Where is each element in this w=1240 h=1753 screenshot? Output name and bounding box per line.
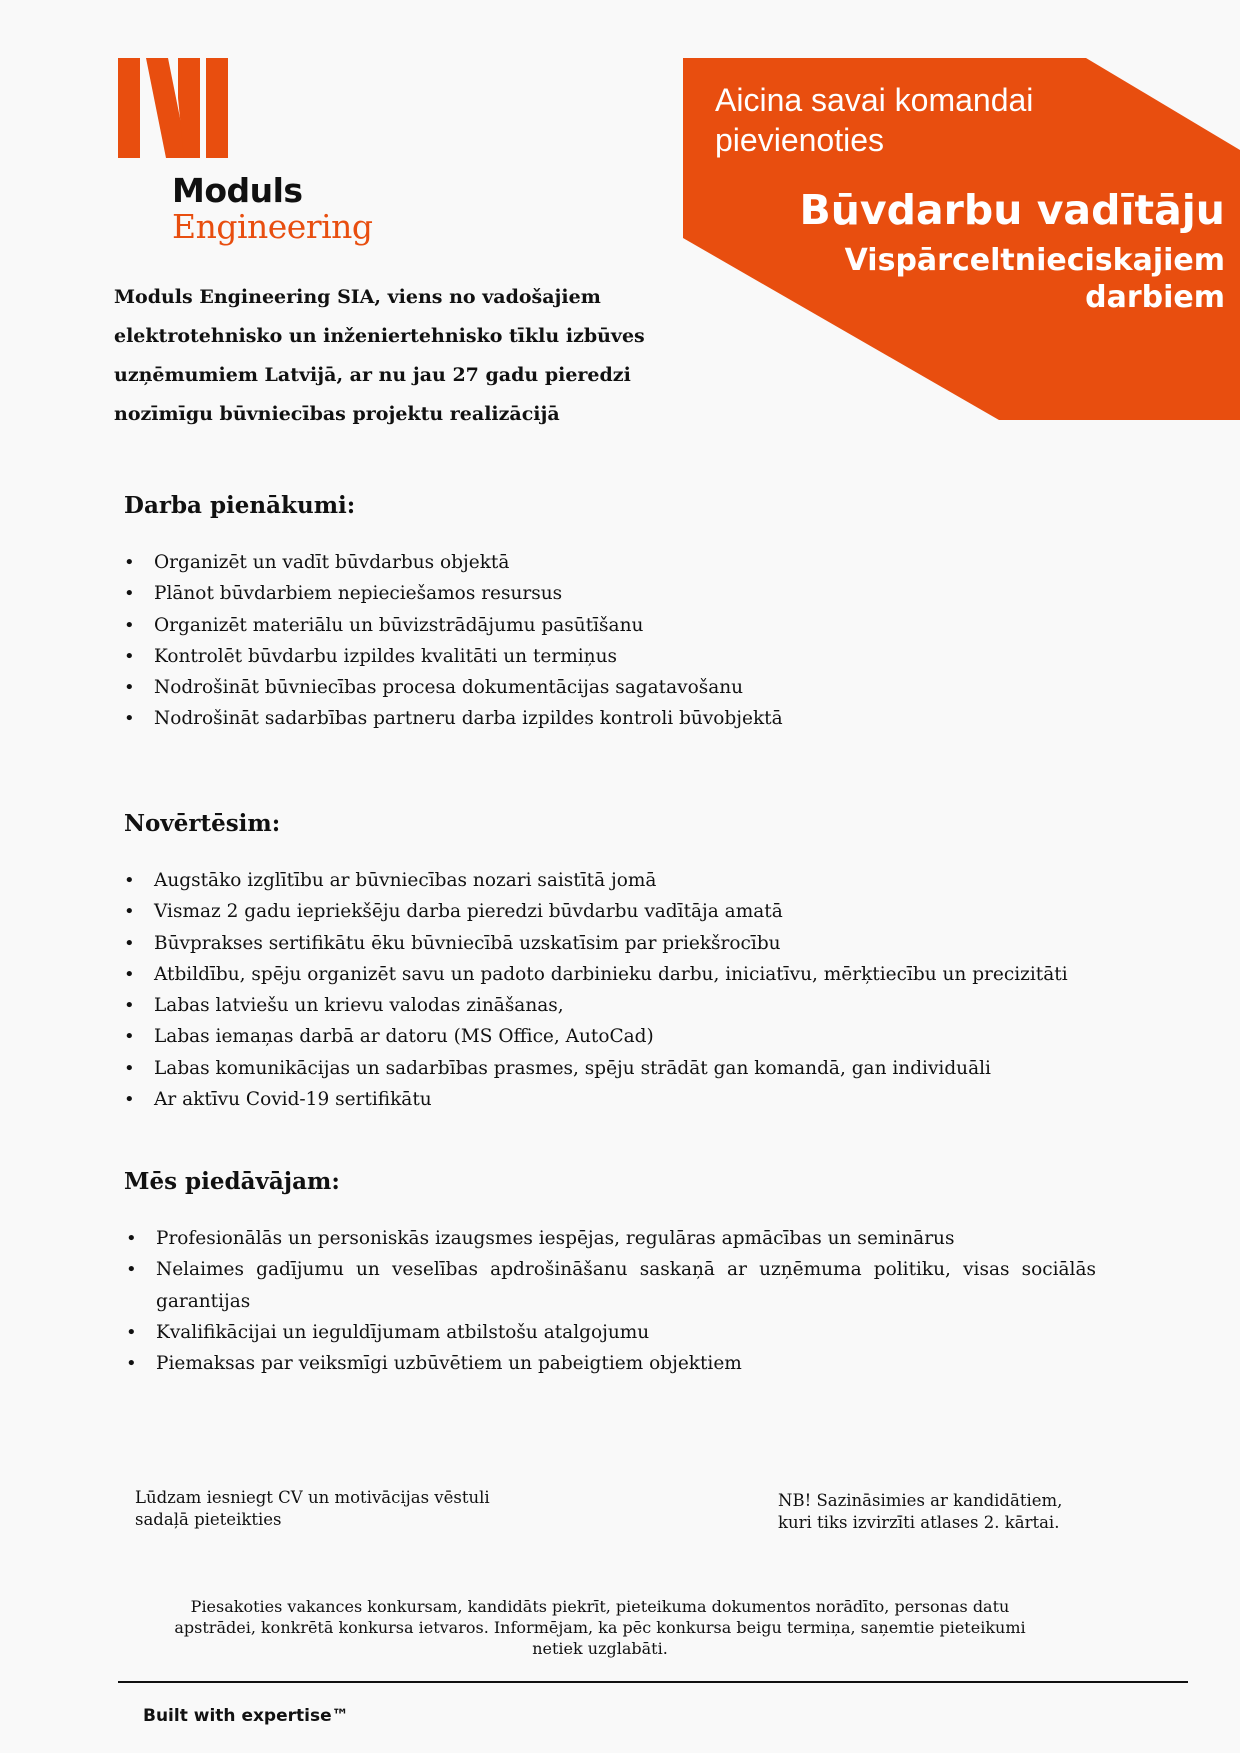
- duties-list: [124, 547, 1124, 735]
- list-item: • Vismaz 2 gadu iepriekšēju darba pieredzi būvdarbu vadītāja amatā: [124, 896, 1174, 927]
- list-item: • Ar aktīvu Covid-19 sertifikātu: [124, 1084, 1174, 1115]
- list-item: • Organizēt materiālu un būvizstrādājumu pasūtīšanu: [124, 610, 1124, 641]
- privacy-notice: Piesakoties vakances konkursam, kandidāts piekrīt, pieteikuma dokumentos norādīto, personas datu apstrādei, konkrētā konkursa ietvaros. Informējam, ka pēc konkursa beigu termiņa, saņemtie pieteikumi netiek uzglabāti.: [174, 1597, 1026, 1658]
- apply-note: Lūdzam iesniegt CV un motivācijas vēstuli sadaļā pieteikties: [135, 1488, 490, 1529]
- brand-name-top: Moduls: [172, 171, 303, 210]
- banner-invite-text: Aicina savai komandai pievienoties: [715, 82, 1034, 158]
- list-item: • Labas latviešu un krievu valodas zināšanas,: [124, 990, 1174, 1021]
- list-item: • Nodrošināt sadarbības partneru darba izpildes kontroli būvobjektā: [124, 703, 1124, 734]
- brand-name-bottom: Engineering: [172, 207, 373, 246]
- requirements-heading: Novērtēsim:: [124, 810, 281, 837]
- list-item: • Būvprakses sertifikātu ēku būvniecībā uzskatīsim par priekšrocību: [124, 928, 1174, 959]
- footer-tagline: Built with expertise™: [143, 1706, 349, 1726]
- duties-heading: Darba pienākumi:: [124, 492, 356, 519]
- list-item: • Organizēt un vadīt būvdarbus objektā: [124, 547, 1124, 578]
- list-item: • Labas iemaņas darbā ar datoru (MS Office, AutoCad): [124, 1021, 1174, 1052]
- moduls-m-logo-icon: [118, 58, 228, 158]
- footer-divider: [118, 1681, 1188, 1683]
- offer-heading: Mēs piedāvājam:: [124, 1168, 340, 1195]
- company-intro: Moduls Engineering SIA, viens no vadošajiem elektrotehnisko un inženiertehnisko tīklu izbūves uzņēmumiem Latvijā, ar nu jau 27 gadu pieredzi nozīmīgu būvniecības projektu realizācijā: [114, 286, 645, 425]
- offer-list: [126, 1223, 1096, 1379]
- list-item: • Kvalifikācijai un ieguldījumam atbilstošu atalgojumu: [126, 1317, 1096, 1348]
- list-item: • Kontrolēt būvdarbu izpildes kvalitāti un termiņus: [124, 641, 1124, 672]
- list-item: • Labas komunikācijas un sadarbības prasmes, spēju strādāt gan komandā, gan individuāli: [124, 1053, 1174, 1084]
- nb-note: NB! Sazināsimies ar kandidātiem, kuri tiks izvirzīti atlases 2. kārtai.: [778, 1491, 1063, 1532]
- list-item: • Nelaimes gadījumu un veselības apdrošināšanu saskaņā ar uzņēmuma politiku, visas sociālās garantijas: [126, 1254, 1096, 1317]
- list-item: • Atbildību, spēju organizēt savu un padoto darbinieku darbu, iniciatīvu, mērķtiecību un precizitāti: [124, 959, 1174, 990]
- list-item: • Augstāko izglītību ar būvniecības nozari saistītā jomā: [124, 865, 1174, 896]
- position-subtitle: Vispārceltnieciskajiem darbiem: [844, 243, 1225, 315]
- position-title: Būvdarbu vadītāju: [799, 186, 1225, 234]
- list-item: • Profesionālās un personiskās izaugsmes iespējas, regulāras apmācības un seminārus: [126, 1223, 1096, 1254]
- list-item: • Piemaksas par veiksmīgi uzbūvētiem un pabeigtiem objektiem: [126, 1348, 1096, 1379]
- requirements-list: [124, 865, 1174, 1115]
- list-item: • Plānot būvdarbiem nepieciešamos resursus: [124, 578, 1124, 609]
- list-item: • Nodrošināt būvniecības procesa dokumentācijas sagatavošanu: [124, 672, 1124, 703]
